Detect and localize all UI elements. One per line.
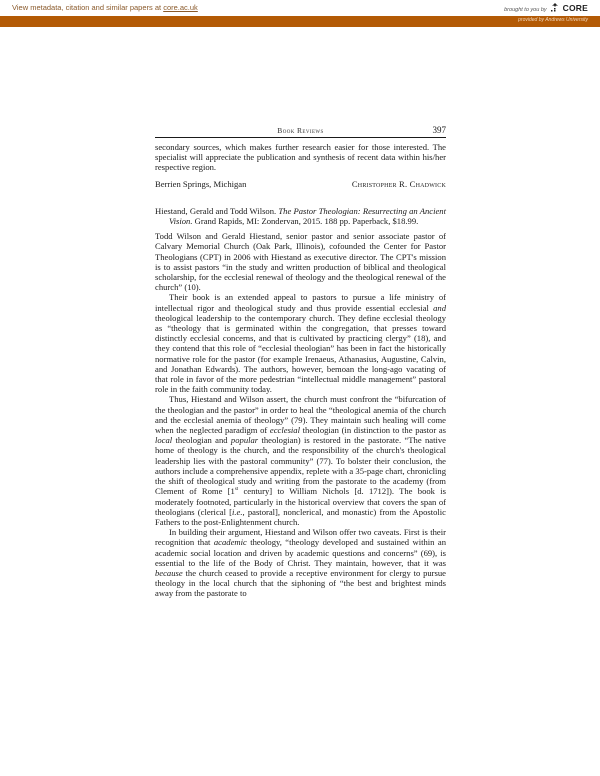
emphasis: and bbox=[433, 302, 446, 313]
emphasis: local bbox=[155, 435, 173, 446]
running-title: Book Reviews bbox=[277, 126, 324, 135]
reviewer-name: Christopher R. Chadwick bbox=[351, 178, 446, 189]
text-run: , pastoral], nonclerical, and monastic) from the Apostolic Fathers to the post-Enlightenment church. bbox=[155, 506, 446, 527]
core-metadata-text: View metadata, citation and similar papers at bbox=[12, 3, 164, 12]
core-brought-text: brought to you by bbox=[504, 7, 547, 13]
emphasis: academic bbox=[213, 537, 247, 548]
previous-review-closing: secondary sources, which makes further research easier for those interested. The specialist will appreciate the publication and synthesis of recent data within his/her respective region. bbox=[155, 142, 446, 173]
core-provided-by: provided by Andrews University bbox=[518, 17, 588, 23]
text-run: In building their argument, Hiestand and Wilson offer two caveats. First is their recognition that bbox=[155, 527, 446, 548]
book-citation bbox=[155, 206, 446, 226]
page-number: 397 bbox=[432, 125, 446, 135]
text-run: Thus, Hiestand and Wilson assert, the church must confront the “bifurcation of the theologian and the pastor” in order to heal the “theological anemia of the church and the ecclesial anemia of theology” (79). They maintain such healing will come when the neglected paradigm of bbox=[155, 394, 446, 436]
review-paragraph-3 bbox=[155, 394, 446, 527]
core-metadata-notice bbox=[12, 3, 198, 12]
review-paragraph-4 bbox=[155, 527, 446, 598]
emphasis: ecclesial bbox=[269, 425, 300, 436]
core-provider-bar bbox=[0, 16, 600, 27]
reviewer-location: Berrien Springs, Michigan bbox=[155, 178, 247, 189]
text-run: theological leadership to the contemporary church. They define ecclesial theology as “theology that is germinated within the congregation, that presses toward distinctly ecclesial concerns, and that is cultivated by practicing clergy” (18), and they contend that this role of “ecclesial theologian” has been in fact the historically normative role for the pastor (for example Irenaeus, Athanasius, Augustine, Calvin, and Jonathan Edwards). The authors, however, bemoan the long-ago vacating of that role in favor of the more pedestrian “intellectual middle management” pastoral role in the faith community today. bbox=[155, 312, 446, 395]
review-paragraph-2 bbox=[155, 292, 446, 394]
text-run: theology, “theology developed and sustained within an academic social location and driven by academic questions and concerns” (69), is essential to the life of the Body of Christ. They maintain, however, that it was bbox=[155, 537, 447, 568]
reviewer-signature bbox=[155, 179, 446, 189]
text-run: the church ceased to provide a receptive environment for clergy to pursue theology in the local church that the siphoning of “the best and brightest minds away from the pastorate to bbox=[155, 567, 446, 599]
text-run: theologian (in distinction to the pastor as bbox=[299, 425, 447, 436]
book-title: The Pastor Theologian: Resurrecting an Ancient Vision. bbox=[169, 205, 446, 227]
book-publication: Grand Rapids, MI: Zondervan, 2015. 188 pp. Paperback, $18.99. bbox=[192, 216, 419, 227]
emphasis: because bbox=[155, 567, 183, 578]
text-run: century] to William Nichols [d. 1712]). The book is moderately footnoted, particularly in the historical overview that covers the span of theologians (clerical [ bbox=[155, 486, 446, 517]
emphasis: popular bbox=[230, 435, 259, 446]
document-page bbox=[155, 125, 446, 599]
emphasis: i.e. bbox=[232, 506, 243, 517]
book-authors: Hiestand, Gerald and Todd Wilson. bbox=[155, 205, 279, 216]
running-header bbox=[155, 125, 446, 138]
review-paragraph-1: Todd Wilson and Gerald Hiestand, senior pastor and senior associate pastor of Calvary Memorial Church (Oak Park, Illinois), cofounded the Center for Pastor Theologians (CPT) in 2006 with Hiestand as executive director. The CPT's mission is to assist pastors “in the study and written production of biblical and theological scholarship, for the ecclesial renewal of theology and the theological renewal of the church” (10). bbox=[155, 231, 446, 293]
text-run: theologian) is restored in the pastorate. “The native home of theology is the church, and the responsibility of the church's theological leadership lies with the pastoral community” (77). To bolster their conclusion, the authors include a comprehensive appendix, replete with a 35-page chart, chronicling the shift of theological study and writing from the pastorate to the academy (from Clement of Rome [1 bbox=[155, 435, 446, 497]
core-logo-icon bbox=[550, 2, 560, 13]
superscript: st bbox=[234, 487, 239, 493]
core-banner-top bbox=[0, 0, 600, 16]
core-logo-text: CORE bbox=[562, 3, 588, 13]
core-link[interactable]: core.ac.uk bbox=[163, 3, 198, 12]
text-run: Their book is an extended appeal to pastors to pursue a life ministry of intellectual rigor and theological study and thus provide essential ecclesial bbox=[155, 292, 446, 313]
text-run: theologian and bbox=[172, 435, 231, 446]
core-brought-by[interactable] bbox=[504, 2, 588, 13]
